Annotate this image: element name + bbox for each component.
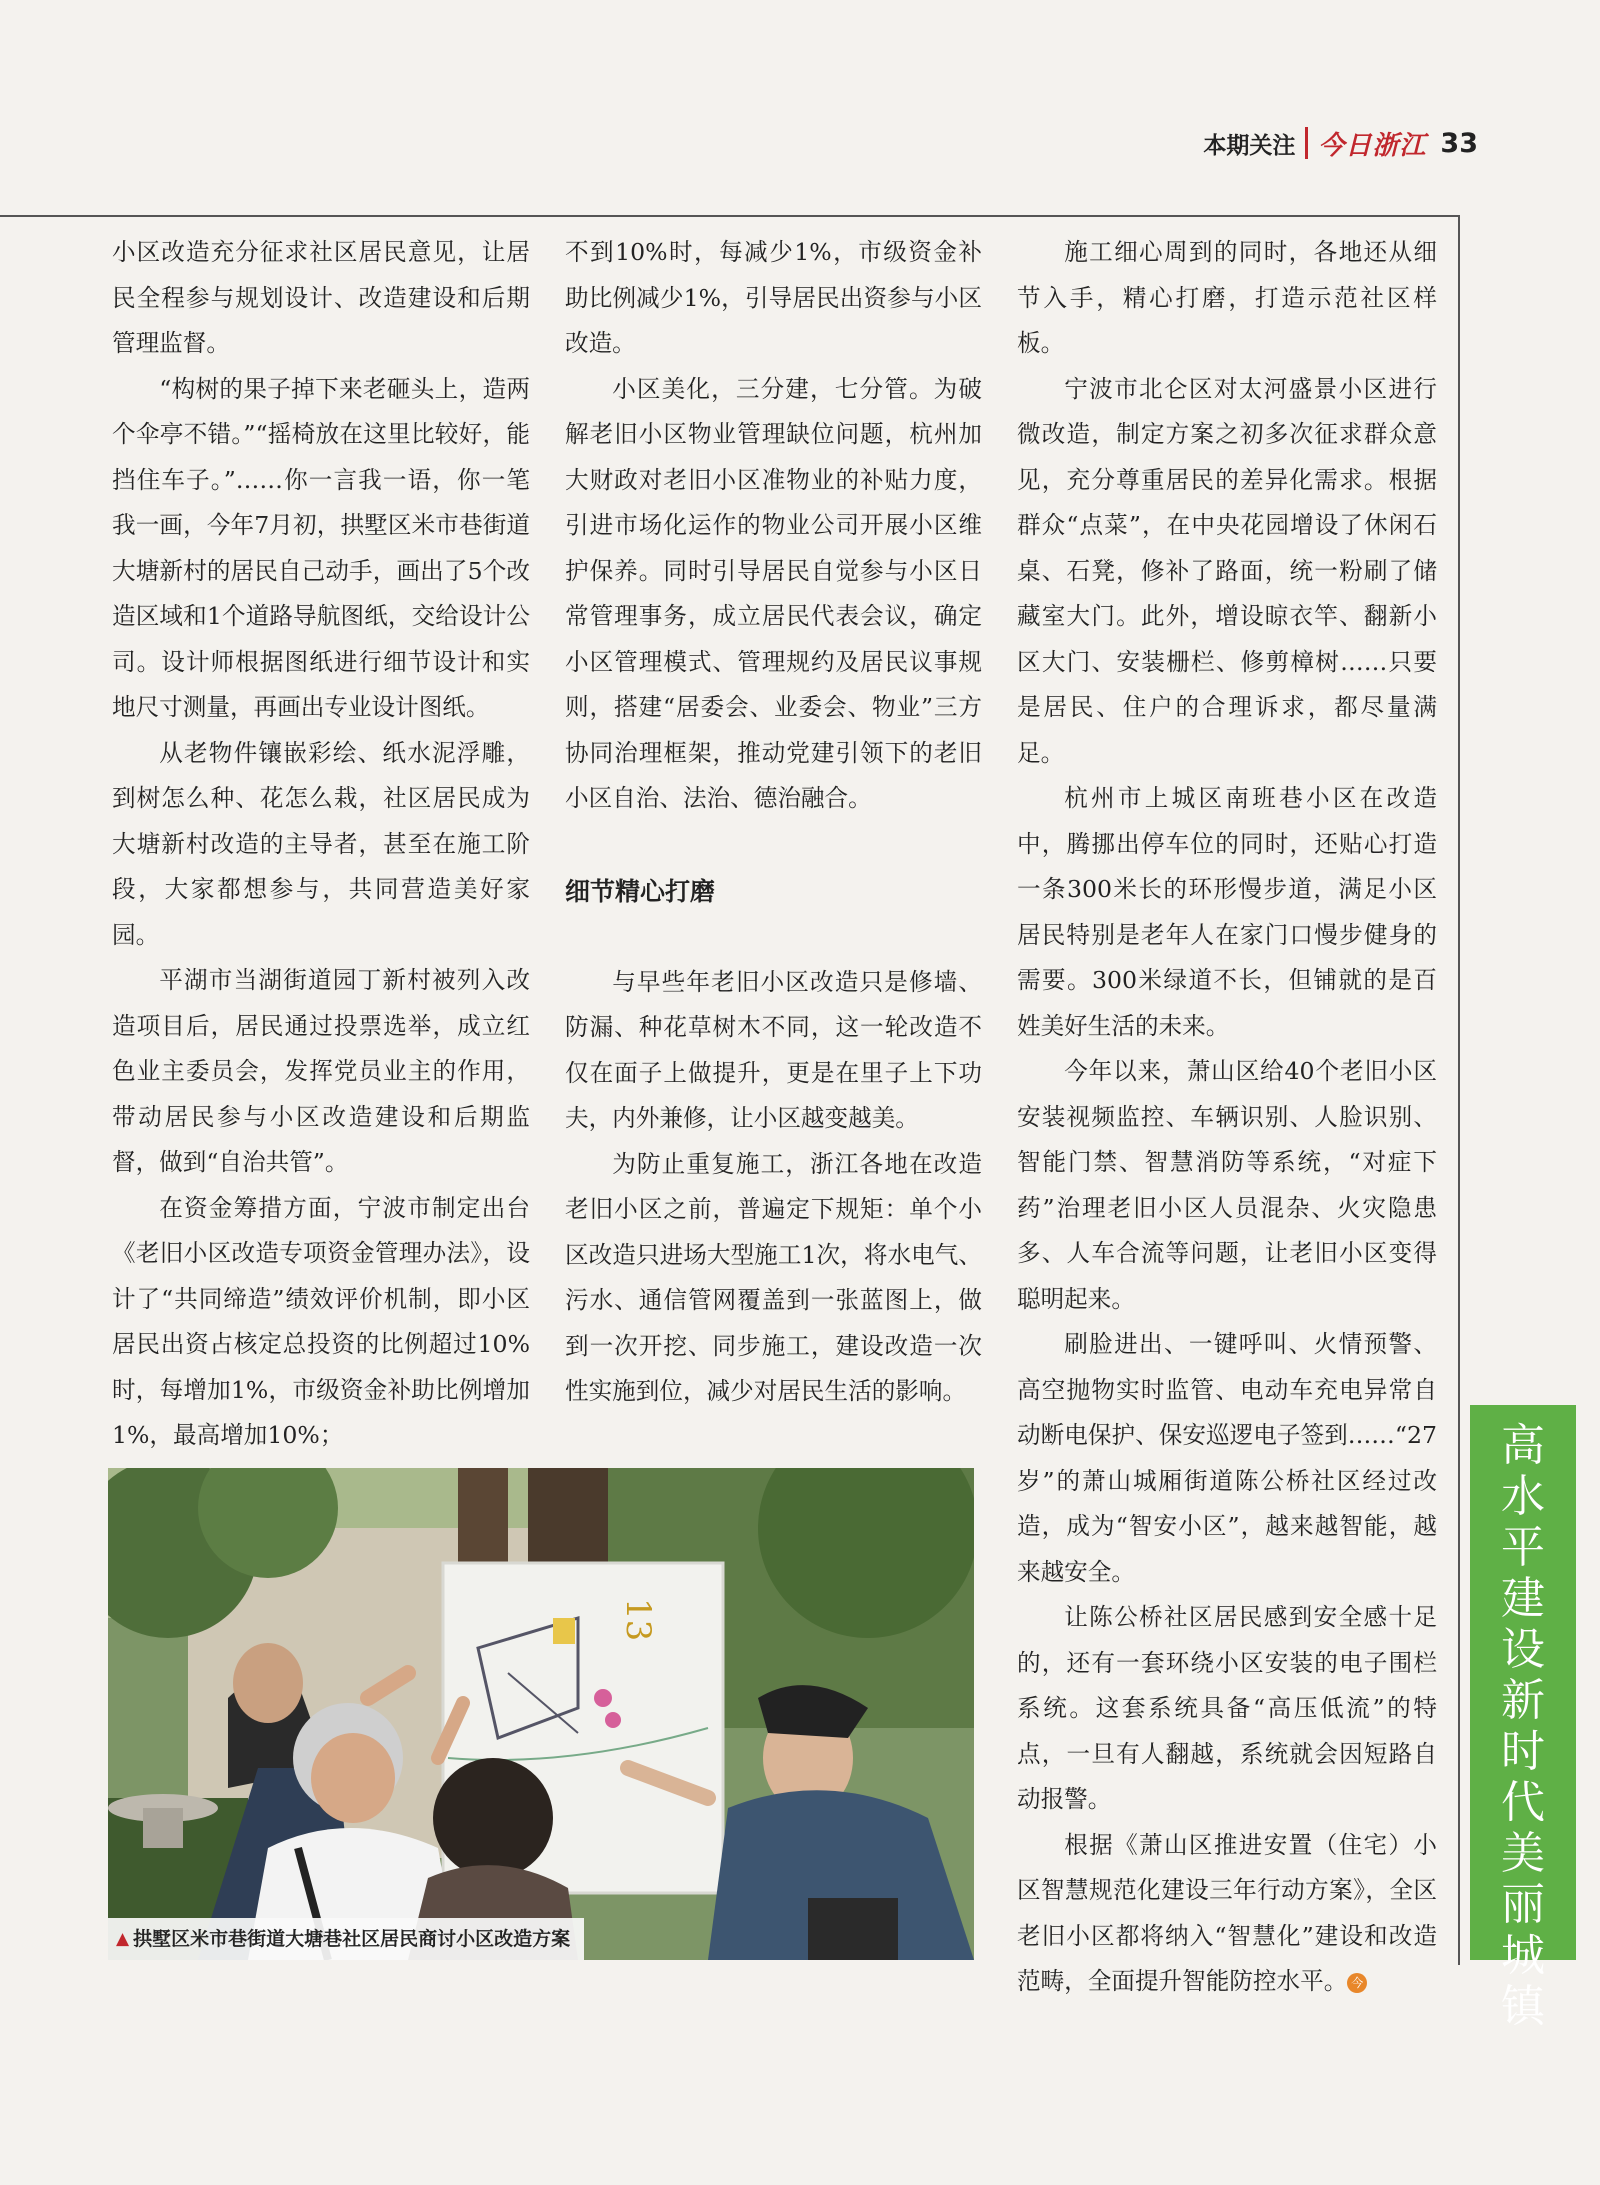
paragraph-last	[1017, 1823, 1437, 2005]
tab-char: 设	[1501, 1624, 1545, 1675]
column-1	[112, 230, 530, 1459]
header-divider	[1305, 127, 1308, 159]
tab-char: 美	[1501, 1828, 1545, 1879]
photo-illustration	[108, 1468, 974, 1960]
right-rule	[1458, 215, 1460, 1965]
paragraph: 刷脸进出、一键呼叫、火情预警、高空抛物实时监管、电动车充电异常自动断电保护、保安巡逻电子签到……“27岁”的萧山城厢街道陈公桥社区经过改造，成为“智安小区”，越来越智能，越来越安全。	[1017, 1330, 1437, 1586]
paragraph: 小区美化，三分建，七分管。为破解老旧小区物业管理缺位问题，杭州加大财政对老旧小区准物业的补贴力度，引进市场化运作的物业公司开展小区维护保养。同时引导居民自觉参与小区日常管理事务，成立居民代表会议，确定小区管理模式、管理规约及居民议事规则，搭建“居委会、业委会、物业”三方协同治理框架，推动党建引领下的老旧小区自治、法治、德治融合。	[565, 374, 982, 812]
top-rule	[0, 215, 1460, 217]
paragraph: 今年以来，萧山区给40个老旧小区安装视频监控、车辆识别、人脸识别、智能门禁、智慧消防等系统，“对症下药”治理老旧小区人员混杂、火灾隐患多、人车合流等问题，让老旧小区变得聪明起来。	[1017, 1057, 1437, 1313]
tab-char: 新	[1501, 1675, 1545, 1726]
section-title: 本期关注	[1203, 132, 1296, 159]
column-theme-tab	[1470, 1405, 1576, 2032]
paragraph: “构树的果子掉下来老砸头上，造两个伞亭不错。”“摇椅放在这里比较好，能挡住车子。”……你一言我一语，你一笔我一画，今年7月初，拱墅区米市巷街道大塘新村的居民自己动手，画出了5个改造区域和1个道路导航图纸，交给设计公司。设计师根据图纸进行细节设计和实地尺寸测量，再画出专业设计图纸。	[112, 374, 530, 721]
tab-char: 高	[1501, 1420, 1545, 1471]
tab-char: 建	[1501, 1573, 1545, 1624]
paragraph: 平湖市当湖街道园丁新村被列入改造项目后，居民通过投票选举，成立红色业主委员会，发挥党员业主的作用，带动居民参与小区改造建设和后期监督，做到“自治共管”。	[112, 966, 530, 1176]
column-3	[1017, 230, 1437, 2005]
paragraph: 为防止重复施工，浙江各地在改造老旧小区之前，普遍定下规矩：单个小区改造只进场大型施工1次，将水电气、污水、通信管网覆盖到一张蓝图上，做到一次开挖、同步施工，建设改造一次性实施到位，减少对居民生活的影响。	[565, 1149, 982, 1405]
paragraph: 与早些年老旧小区改造只是修墙、防漏、种花草树木不同，这一轮改造不仅在面子上做提升，更是在里子上下功夫，内外兼修，让小区越变越美。	[565, 967, 982, 1132]
paragraph: 让陈公桥社区居民感到安全感十足的，还有一套环绕小区安装的电子围栏系统。这套系统具备“高压低流”的特点，一旦有人翻越，系统就会因短路自动报警。	[1017, 1603, 1437, 1813]
section-subheading: 细节精心打磨	[565, 876, 716, 906]
paragraph: 不到10%时，每减少1%，市级资金补助比例减少1%，引导居民出资参与小区改造。	[565, 238, 982, 357]
paragraph: 从老物件镶嵌彩绘、纸水泥浮雕，到树怎么种、花怎么栽，社区居民成为大塘新村改造的主导者，甚至在施工阶段，大家都想参与，共同营造美好家园。	[112, 738, 530, 949]
photo-caption	[108, 1918, 584, 1960]
page-number: 33	[1440, 127, 1478, 159]
tab-char: 平	[1501, 1522, 1545, 1573]
magazine-logo: 今日浙江	[1318, 130, 1427, 161]
paragraph: 施工细心周到的同时，各地还从细节入手，精心打磨，打造示范社区样板。	[1017, 238, 1437, 357]
tab-char: 时	[1501, 1726, 1545, 1777]
tab-char: 丽	[1501, 1879, 1545, 1930]
page-header	[1203, 118, 1478, 168]
tab-char: 镇	[1501, 1981, 1545, 2032]
end-mark-icon: 今	[1347, 1973, 1367, 1993]
caption-text: 拱墅区米市巷街道大塘巷社区居民商讨小区改造方案	[133, 1928, 571, 1950]
column-2	[565, 230, 982, 1415]
tab-char: 城	[1501, 1930, 1545, 1981]
tab-char: 代	[1501, 1777, 1545, 1828]
paragraph: 在资金筹措方面，宁波市制定出台《老旧小区改造专项资金管理办法》，设计了“共同缔造”绩效评价机制，即小区居民出资占核定总投资的比例超过10%时，每增加1%，市级资金补助比例增加1%，最高增加10%；	[112, 1193, 530, 1449]
caption-triangle-icon: ▲	[116, 1929, 130, 1949]
paragraph: 杭州市上城区南班巷小区在改造中，腾挪出停车位的同时，还贴心打造一条300米长的环形慢步道，满足小区居民特别是老年人在家门口慢步健身的需要。300米绿道不长，但铺就的是百姓美好生活的未来。	[1017, 784, 1437, 1040]
svg-text:13: 13	[618, 1598, 658, 1642]
tab-char: 水	[1501, 1471, 1545, 1522]
paragraph: 宁波市北仑区对太河盛景小区进行微改造，制定方案之初多次征求群众意见，充分尊重居民的差异化需求。根据群众“点菜”，在中央花园增设了休闲石桌、石凳，修补了路面，统一粉刷了储藏室大门。此外，增设晾衣竿、翻新小区大门、安装栅栏、修剪樟树……只要是居民、住户的合理诉求，都尽量满足。	[1017, 374, 1437, 767]
article-photo	[108, 1468, 974, 1960]
paragraph-last-text: 根据《萧山区推进安置（住宅）小区智慧规范化建设三年行动方案》，全区老旧小区都将纳入“智慧化”建设和改造范畴，全面提升智能防控水平。	[1017, 1830, 1437, 1995]
paragraph: 小区改造充分征求社区居民意见，让居民全程参与规划设计、改造建设和后期管理监督。	[112, 238, 530, 357]
